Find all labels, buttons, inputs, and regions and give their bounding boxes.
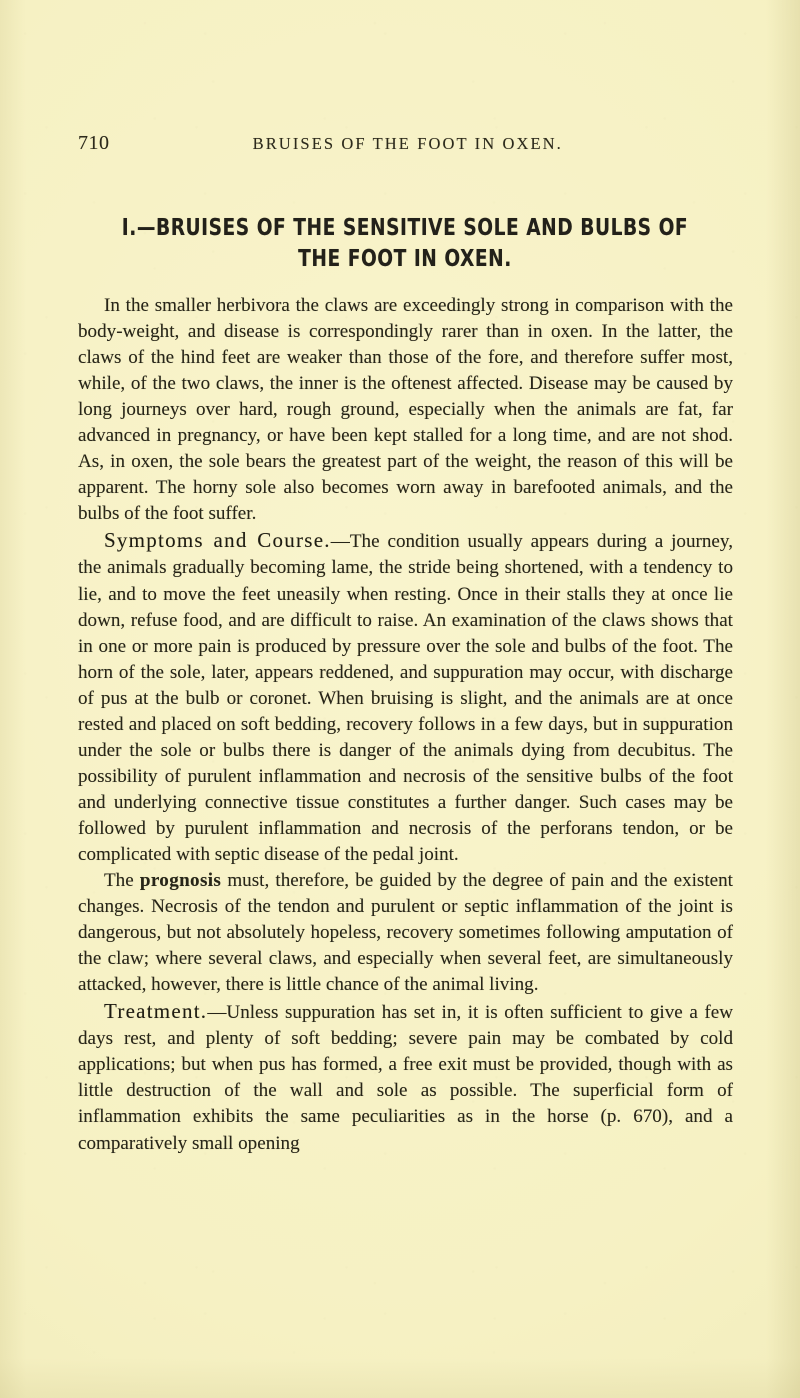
symptoms-heading: Symptoms and Course. (104, 528, 331, 553)
paragraph-prognosis (78, 868, 733, 998)
page-number: 710 (78, 132, 110, 154)
body-text-column (78, 293, 733, 1157)
symptoms-text: The condition usually appears during a journey, the animals gradually becoming lame, the stride being shortened, with a tendency to lie, and to move the feet uneasily when resting. Once in their stalls they at once lie down, refuse food, and are difficult to raise. An examination of the claws shows that in one or more pain is produced by pressure over the sole and bulbs of the foot. The horn of the sole, later, appears reddened, and suppuration may occur, with discharge of pus at the bulb or coronet. When bruising is slight, and the animals are at once rested and placed on soft bedding, recovery follows in a few days, but in suppuration under the sole or bulbs there is danger of the animals dying from decubitus. The possibility of purulent inflammation and necrosis of the sensitive bulbs of the foot and underlying connective tissue constitutes a further danger. Such cases may be followed by purulent inflammation and necrosis of the perforans tendon, or be complicated with septic disease of the pedal joint. (78, 531, 733, 865)
section-title-line-2: THE FOOT IN OXEN. (298, 243, 512, 272)
prognosis-keyword: prognosis (139, 870, 222, 892)
section-title (117, 212, 693, 274)
treatment-text: Unless suppuration has set in, it is often sufficient to give a few days rest, and plenty of soft bedding; severe pain may be combated by cold applications; but when pus has formed, a free exit must be provided, though with as little destruction of the wall and sole as possible. The superficial form of inflammation exhibits the same peculiarities as in the horse (p. 670), and a comparatively small opening (78, 1002, 733, 1154)
paragraph-treatment (78, 998, 733, 1156)
running-head-title: BRUISES OF THE FOOT IN OXEN. (252, 134, 563, 153)
paragraph-symptoms (78, 527, 733, 868)
treatment-heading: Treatment. (104, 999, 208, 1024)
section-title-line-1: I.—BRUISES OF THE SENSITIVE SOLE AND BULBS OF (121, 212, 689, 241)
treatment-em-dash: — (207, 1002, 227, 1024)
prognosis-text: must, therefore, be guided by the degree of pain and the existent changes. Necrosis of the tendon and purulent or septic inflammation of the joint is dangerous, but not absolutely hopeless, recovery sometimes following amputation of the claw; where several claws, and especially when several feet, are simultaneously attacked, however, there is little chance of the animal living. (78, 870, 733, 996)
running-head (78, 132, 732, 155)
paragraph-introduction (78, 293, 733, 527)
prognosis-lead-in: The (104, 870, 140, 892)
symptoms-em-dash: — (330, 531, 350, 553)
intro-text: In the smaller herbivora the claws are exceedingly strong in comparison with the body-weight, and disease is correspondingly rarer than in oxen. In the latter, the claws of the hind feet are weaker than those of the fore, and therefore suffer most, while, of the two claws, the inner is the oftenest affected. Disease may be caused by long journeys over hard, rough ground, especially when the animals are fat, far advanced in pregnancy, or have been kept stalled for a long time, and are not shod. As, in oxen, the sole bears the greatest part of the weight, the reason of this will be apparent. The horny sole also becomes worn away in barefooted animals, and the bulbs of the foot suffer. (78, 295, 733, 525)
